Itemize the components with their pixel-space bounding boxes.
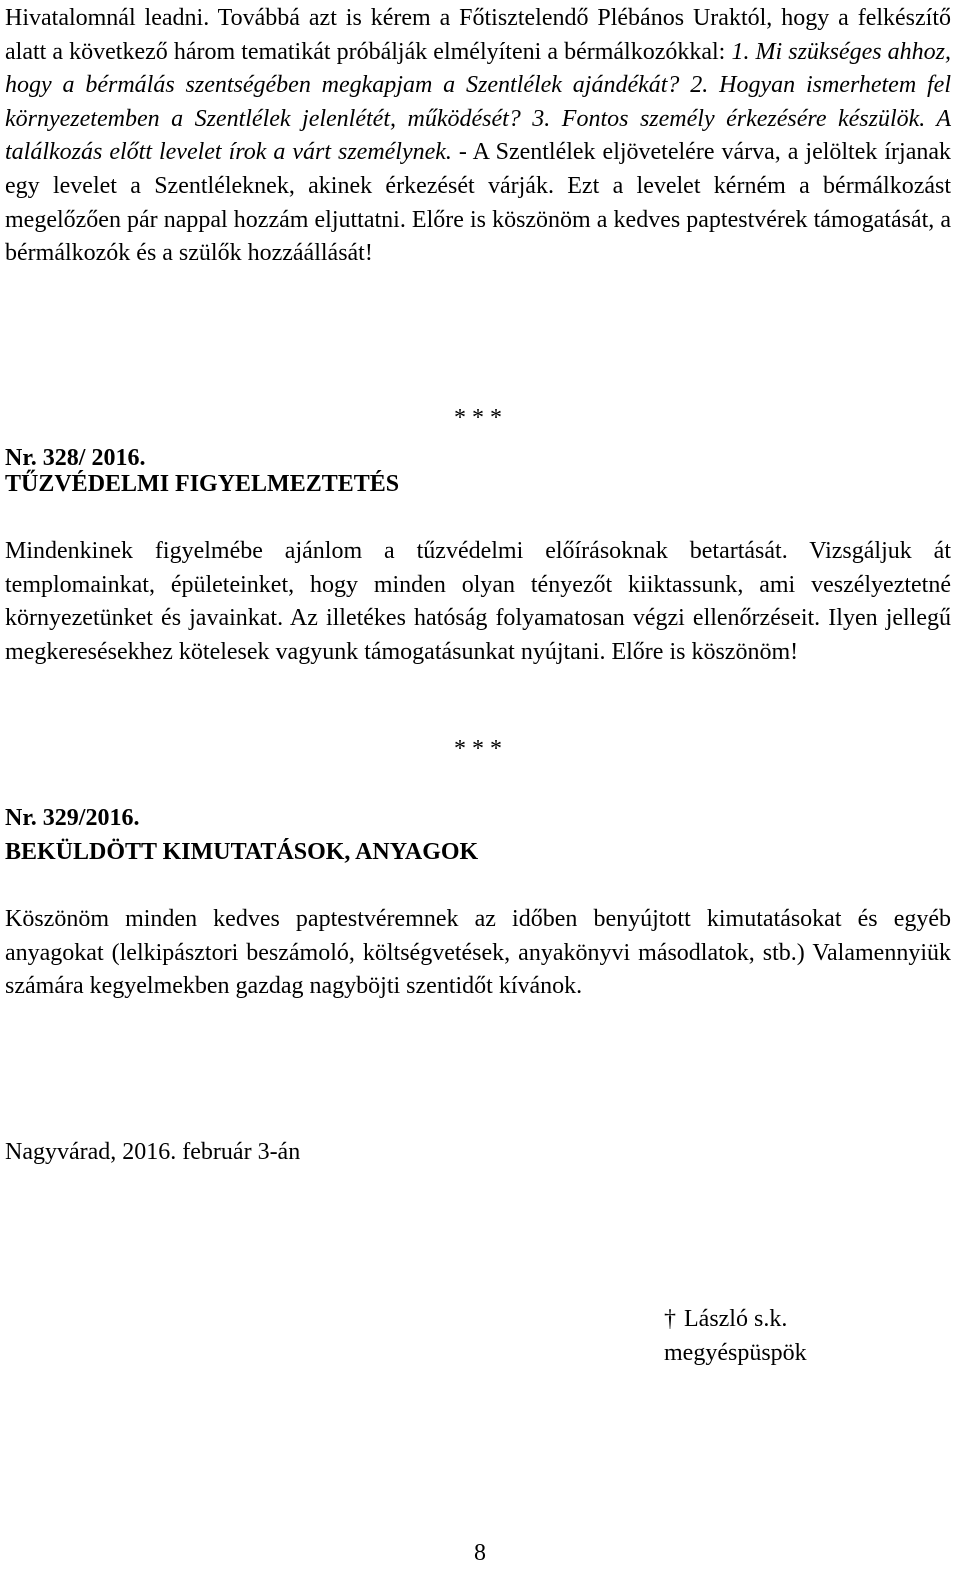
intro-text-b: - A Szentlélek eljövetelére várva, a jelöltek írjanak egy levelet a Szentléleknek, akinek érkezését várják. Ezt a levelet kérném a bérmálkozást megelőzően pár nappal hozzám eljuttatni. Előre is köszönöm a kedves paptestvérek támogatását, a bérmálkozók és a szülők hozzáállását! xyxy=(5,139,951,267)
signature-name-line xyxy=(664,1302,807,1336)
cross-icon: † xyxy=(664,1306,676,1332)
section-number: Nr. 329/2016. xyxy=(5,805,140,831)
section-separator: * * * xyxy=(454,405,502,431)
signature-name: László s.k. xyxy=(684,1306,788,1332)
signature-block xyxy=(664,1302,807,1370)
section-number: Nr. 328/ 2016. xyxy=(5,445,146,471)
section-body: Köszönöm minden kedves paptestvéremnek az időben benyújtott kimutatásokat és egyéb anyagokat (lelkipásztori beszámoló, költségvetések, anyakönyvi másodlatok, stb.) Valamennyiük számára kegyelmekben gazdag nagyböjti szentidőt kívánok. xyxy=(5,906,951,1000)
intro-item-3: 3. Fontos személy érkezésére készülök. A találkozás előtt levelet írok a várt személynek. xyxy=(5,105,952,166)
signature-role: megyéspüspök xyxy=(664,1340,807,1366)
intro-text-a: Hivatalomnál leadni. Továbbá azt is kérem a Főtisztelendő Plébános Uraktól, hogy a felkészítő alatt a következő három tematikát próbálják elmélyíteni a bérmálkozókkal: xyxy=(5,5,951,65)
page-number: 8 xyxy=(474,1540,486,1566)
section-title: TŰZVÉDELMI FIGYELMEZTETÉS xyxy=(5,471,400,497)
date-line: Nagyvárad, 2016. február 3-án xyxy=(5,1139,301,1165)
intro-item-2: 2. Hogyan ismerhetem fel környezetemben a Szentlélek jelenlétét, működését? xyxy=(5,72,951,132)
section-title: BEKÜLDÖTT KIMUTATÁSOK, ANYAGOK xyxy=(5,839,479,865)
section-body: Mindenkinek figyelmébe ajánlom a tűzvédelmi előírásoknak betartását. Vizsgáljuk át templomainkat, épületeinket, hogy minden olyan tényezőt kiiktassunk, ami veszélyeztetné környezetünket és javainkat. Az illetékes hatóság folyamatosan végzi ellenőrzéseit. Ilyen jellegű megkeresésekhez kötelesek vagyunk támogatásunkat nyújtani. Előre is köszönöm! xyxy=(5,538,951,665)
section-separator: * * * xyxy=(454,736,502,762)
intro-item-1: 1. Mi szükséges ahhoz, hogy a bérmálás szentségében megkapjam a Szentlélek ajándékát? xyxy=(5,38,951,99)
intro-paragraph xyxy=(5,2,951,271)
